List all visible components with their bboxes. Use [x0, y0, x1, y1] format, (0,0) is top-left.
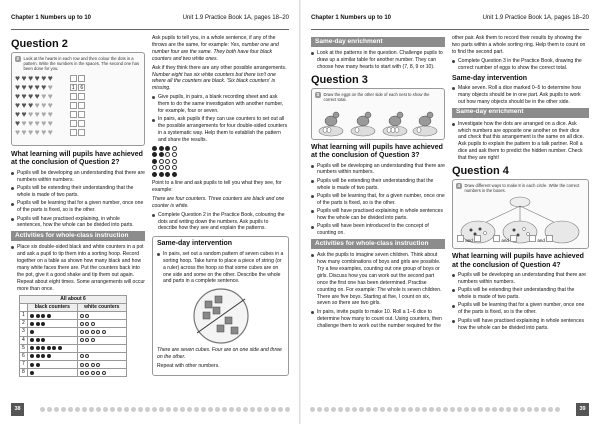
caption: There are seven cubes. Four are on one side and three on the other. — [157, 347, 282, 361]
list-item: Pupils will be learning that, for a given number, once one of the parts is fixed, so is the other. — [311, 193, 445, 207]
list-item: Pupils will have practised explaining in whole sentences how the whole can be divided into parts. — [311, 208, 445, 222]
heart-icon: ♥ — [28, 82, 34, 93]
footer-decoration — [40, 407, 290, 412]
black-counter — [30, 363, 34, 367]
black-counter — [30, 346, 34, 350]
black-counter — [36, 338, 40, 342]
heart-icon: ♥ — [34, 82, 40, 93]
heart-row — [15, 74, 141, 83]
heart-icon: ♥ — [41, 100, 47, 111]
heart-icon: ♥ — [41, 91, 47, 102]
heart-rows — [15, 74, 141, 137]
white-counter — [80, 371, 84, 375]
list-item: In pairs, set out a random pattern of seven cubes in a sorting hoop. Take turns to place a piece of string (or a ruler) across the hoop so that some cubes are on one side and some on the other. Describe the whole and parts in a complete sentence. — [157, 251, 284, 286]
list-item: Pupils will be extending their understanding that the whole is made of two parts. — [11, 185, 145, 199]
page-number: 38 — [11, 403, 24, 416]
heart-icon: ♥ — [15, 109, 21, 120]
black-counter — [47, 314, 51, 318]
right-right-column — [452, 35, 589, 333]
list-item: Pupils will be extending their understanding that the whole is made of two parts. — [452, 287, 589, 301]
heart-icon: ♥ — [21, 82, 27, 93]
question-2-figure — [11, 52, 145, 146]
answer-box[interactable] — [78, 111, 85, 118]
same-day-intervention-box — [152, 236, 289, 376]
white-counter — [85, 338, 89, 342]
white-counter — [80, 314, 84, 318]
question-4-title: Question 4 — [452, 165, 509, 178]
heart-icon: ♥ — [47, 118, 53, 129]
heart-icon: ♥ — [41, 118, 47, 129]
list-item: In pairs, ask pupils if they can use counters to set out all the possible arrangements for four double-sided counters in a systematic way. Help them to establish the pattern and share the results. — [152, 116, 289, 144]
white-counter — [80, 363, 84, 367]
table-row: 5 — [20, 344, 127, 352]
white-counter — [80, 330, 84, 334]
black-counter — [41, 346, 45, 350]
question-2-title: Question 2 — [11, 38, 68, 50]
heart-icon: ♥ — [21, 109, 27, 120]
answer-box[interactable] — [78, 93, 85, 100]
table-row: 2 — [20, 320, 127, 328]
heart-icon: ♥ — [15, 91, 21, 102]
question-2-instruction: 2 Look at the hearts in each row and then colour the dots in a pattern. Write the numbers in the spaces. The second one has been done for you. — [16, 55, 140, 71]
heart-icon: ♥ — [47, 82, 53, 93]
white-counter — [85, 371, 89, 375]
answer-box[interactable] — [78, 129, 85, 136]
heart-icon: ♥ — [34, 100, 40, 111]
right-left-column — [311, 35, 445, 331]
list-item: Pupils will have practised explaining in whole sentences how the whole can be divided into parts. — [452, 318, 589, 332]
whole-class-heading: Activities for whole-class instruction — [311, 239, 445, 249]
answer-box[interactable] — [70, 129, 77, 136]
question-3-title: Question 3 — [311, 73, 368, 86]
heart-icon: ♥ — [21, 118, 27, 129]
heart-icon: ♥ — [34, 109, 40, 120]
para: Ask if they think there are any other possible arrangements. Number eight has six white counters but there isn't one where all the counters are black. 'Six black counters' is missing. — [152, 64, 287, 92]
black-counter — [36, 322, 40, 326]
question-3-instruction: 3 Draw the eggs on the other side of each nest to show the correct total. — [316, 91, 430, 102]
heart-icon: ♥ — [21, 91, 27, 102]
black-counter — [30, 330, 34, 334]
same-day-intervention-title: Same-day intervention — [452, 74, 528, 82]
footer-decoration — [310, 407, 560, 412]
heart-icon: ♥ — [28, 100, 34, 111]
heart-icon: ♥ — [15, 82, 21, 93]
enrichment-heading: Same-day enrichment — [452, 108, 589, 118]
question-3-figure — [311, 88, 445, 140]
black-counter — [41, 338, 45, 342]
col-white-counters: white counters — [77, 303, 127, 311]
heart-icon: ♥ — [15, 127, 21, 138]
heart-icon: ♥ — [41, 73, 47, 84]
heart-row — [15, 83, 141, 92]
answer-box[interactable] — [78, 120, 85, 127]
black-counter — [30, 322, 34, 326]
heart-icon: ♥ — [47, 73, 53, 84]
black-counter — [47, 354, 51, 358]
white-counter — [91, 371, 95, 375]
white-counter — [85, 354, 89, 358]
white-counter — [96, 330, 100, 334]
black-counter — [52, 346, 56, 350]
heart-icon: ♥ — [34, 73, 40, 84]
table-row: 1 — [20, 311, 127, 319]
white-counter — [85, 330, 89, 334]
list-item: Pupils will have practised explaining, in whole sentences, how the whole can be divided into parts. — [11, 216, 145, 230]
heart-icon: ♥ — [34, 91, 40, 102]
left-right-column — [152, 35, 289, 376]
list-item: Make seven. Roll a dice marked 0–5 to determine how many objects should be in one part. Ask pupils to work out how many objects should be in the other side. — [452, 85, 589, 106]
black-counter — [36, 363, 40, 367]
whole-class-heading: Activities for whole-class instruction — [11, 231, 145, 241]
list-item: Complete Question 3 in the Practice Book, drawing the correct number of eggs to show the correct total. — [452, 58, 589, 72]
black-counter — [36, 346, 40, 350]
unit-title: Unit 1.9 Practice Book 1A, pages 18–20 — [182, 15, 289, 21]
intervention-list — [157, 251, 284, 286]
black-counter — [58, 346, 62, 350]
white-counter — [91, 322, 95, 326]
answer-box[interactable] — [70, 93, 77, 100]
whole-class-list — [311, 252, 445, 329]
question-4-instruction: 4 Draw different ways to make 8 in each circle. Write the correct numbers in the boxes. — [457, 183, 580, 193]
achieve-2-title: What learning will pupils have achieved at the conclusion of Question 2? — [11, 150, 143, 167]
achieve-4-list — [452, 272, 589, 331]
list-item: Ask the pupils to imagine seven children. Think about how many combinations of boys and girls are possible. Try a few examples, counting out one group of boys or girls. Discuss how you can work out the second part once the first one has been determined. Practise counting on. For example: The whole is seven children. There are five boys. Starting at five, I count on six, seven so there are two girls. — [311, 252, 445, 307]
list-item: Place six double-sided black and white counters in a pot and ask a pupil to tip them into a sorting hoop. Record together on a table as shown how many black and how many white faces there are. Put the counters back into the pot, give it a good shake and tip them out again. Repeat about eight times. Some arrangements will occur more than once. — [11, 244, 145, 292]
achieve-3-list — [311, 163, 445, 238]
enrichment-list — [452, 121, 589, 162]
heart-icon: ♥ — [47, 109, 53, 120]
bullet-list — [152, 212, 289, 233]
white-counter — [80, 322, 84, 326]
heart-icon: ♥ — [34, 127, 40, 138]
list-item: In pairs, invite pupils to make 10. Roll a 1–6 dice to determine how many to count out. Using counters, then challenge them to work out the number required for the — [311, 309, 445, 330]
heart-icon: ♥ — [28, 127, 34, 138]
list-item: Complete Question 2 in the Practice Book, colouring the dots and writing down the numbers. Ask pupils to describe how they see and explain the patterns. — [152, 212, 289, 233]
black-counter — [36, 314, 40, 318]
heart-icon: ♥ — [47, 127, 53, 138]
para: Repeat with other numbers. — [157, 363, 220, 370]
table-row: 4 — [20, 336, 127, 344]
answer-box[interactable] — [70, 111, 77, 118]
list-item: Give pupils, in pairs, a blank recording sheet and ask them to do the same investigation with another number, for example, four or seven. — [152, 94, 289, 115]
heart-row — [15, 101, 141, 110]
achieve-2-list — [11, 170, 145, 229]
table-title: All about 6 — [20, 295, 127, 303]
list-item: Look at the patterns in the question. Challenge pupils to draw up a similar table for another number. They can choose how many hearts to start with (7, 8, 9 or 10). — [311, 50, 445, 71]
col-black-counters: black counters — [28, 303, 78, 311]
page-number: 39 — [576, 403, 589, 416]
question-4-figure — [452, 179, 589, 249]
black-counter — [30, 338, 34, 342]
sorting-hoop-illustration — [191, 287, 251, 345]
q4-answer-boxes: and and and — [457, 235, 553, 245]
heart-icon: ♥ — [41, 109, 47, 120]
black-counter — [41, 322, 45, 326]
white-counter — [80, 354, 84, 358]
white-counter — [96, 363, 100, 367]
intervention-list — [452, 85, 589, 106]
list-item: Investigate how the dots are arranged on a dice. Ask which numbers are opposite one another on their dice and check that this arrangement is the same on all dice. Ask pupils to explain the pattern to a talk partner. Roll a dice and ask them to predict the hidden number. Check that they are right! — [452, 121, 589, 162]
answer-box[interactable] — [70, 120, 77, 127]
heart-icon: ♥ — [15, 100, 21, 111]
table-row: 7 — [20, 361, 127, 369]
black-counter — [30, 371, 34, 375]
page-header — [311, 15, 589, 27]
bullet-list — [152, 94, 289, 144]
answer-box[interactable] — [78, 102, 85, 109]
all-about-6-table — [19, 295, 127, 378]
list-item: Pupils will be learning that for a given number, once one of the parts is fixed, so is the other. — [452, 302, 589, 316]
page-39 — [300, 0, 600, 424]
enrichment-list — [311, 50, 445, 71]
white-counter — [102, 371, 106, 375]
para: Ask pupils to tell you, in a whole sentence, if any of the throws are the same, for example: Yes, number one and number four are the same. They both have four black counters and two white ones. — [152, 35, 279, 62]
black-counter — [41, 354, 45, 358]
black-counter — [30, 314, 34, 318]
black-counter — [30, 354, 34, 358]
heart-icon: ♥ — [41, 127, 47, 138]
left-column — [11, 35, 145, 377]
heart-icon: ♥ — [28, 118, 34, 129]
heart-icon: ♥ — [15, 73, 21, 84]
table-row: 3 — [20, 328, 127, 336]
counter-patterns — [152, 146, 289, 177]
heart-row — [15, 110, 141, 119]
black-counter — [47, 346, 51, 350]
white-counter — [85, 322, 89, 326]
white-counter — [102, 330, 106, 334]
chapter-title: Chapter 1 Numbers up to 10 — [11, 15, 92, 21]
heart-row — [15, 92, 141, 101]
answer-box[interactable] — [78, 75, 85, 82]
enrichment-heading: Same-day enrichment — [311, 37, 445, 47]
heart-icon: ♥ — [34, 118, 40, 129]
ducks-and-nests-illustration — [315, 105, 441, 139]
heart-icon: ♥ — [47, 100, 53, 111]
heart-row — [15, 128, 141, 137]
white-counter — [80, 338, 84, 342]
heart-icon: ♥ — [28, 109, 34, 120]
heart-icon: ♥ — [28, 91, 34, 102]
white-counter — [85, 314, 89, 318]
answer-box[interactable] — [70, 102, 77, 109]
heart-icon: ♥ — [41, 82, 47, 93]
heart-icon: ♥ — [21, 100, 27, 111]
list-item: Pupils will be extending their understanding that the whole is made of two parts. — [311, 178, 445, 192]
white-counter — [85, 363, 89, 367]
unit-title: Unit 1.9 Practice Book 1A, pages 18–20 — [482, 15, 589, 21]
chapter-title: Chapter 1 Numbers up to 10 — [311, 15, 392, 21]
white-counter — [91, 338, 95, 342]
table-row: 6 — [20, 352, 127, 360]
answer-box[interactable]: 1 — [70, 84, 77, 91]
achieve-3-title: What learning will pupils have achieved at the conclusion of Question 3? — [311, 143, 443, 160]
para: Point to a line and ask pupils to tell you what they see, for example: — [152, 179, 282, 193]
list-item: Pupils will be learning that for a given number, once one of the parts is fixed, so is the other. — [11, 200, 145, 214]
heart-icon: ♥ — [21, 127, 27, 138]
heart-icon: ♥ — [47, 91, 53, 102]
header-rule — [311, 29, 589, 30]
table-row: 8 — [20, 369, 127, 377]
answer-box[interactable] — [70, 75, 77, 82]
list-item: Pupils will be developing an understanding that there are numbers within numbers. — [452, 272, 589, 286]
heart-icon: ♥ — [21, 73, 27, 84]
list-item: Pupils will have been introduced to the concept of counting on. — [311, 223, 445, 237]
white-counter — [91, 363, 95, 367]
para: There are four counters. Three counters are black and one counter is white. — [152, 195, 285, 209]
same-day-intervention-title: Same-day intervention — [157, 240, 233, 248]
white-counter — [96, 371, 100, 375]
white-counter — [91, 330, 95, 334]
bullet-list — [452, 58, 589, 72]
page-header — [11, 15, 289, 27]
list-item: Pupils will be developing an understanding that there are numbers within numbers. — [11, 170, 145, 184]
black-counter — [41, 314, 45, 318]
list-item: Pupils will be developing an understanding that there are numbers within numbers. — [311, 163, 445, 177]
heart-row — [15, 119, 141, 128]
heart-icon: ♥ — [15, 118, 21, 129]
answer-box[interactable]: 6 — [78, 84, 85, 91]
heart-icon: ♥ — [28, 73, 34, 84]
black-counter — [36, 354, 40, 358]
para: other pair. Ask them to record their results by showing the two parts within a whole sorting ring. Help them to count on to find the second part. — [452, 35, 586, 55]
achieve-4-title: What learning will pupils have achieved at the conclusion of Question 4? — [452, 253, 584, 269]
whole-class-list — [11, 244, 145, 292]
header-rule — [11, 29, 289, 30]
